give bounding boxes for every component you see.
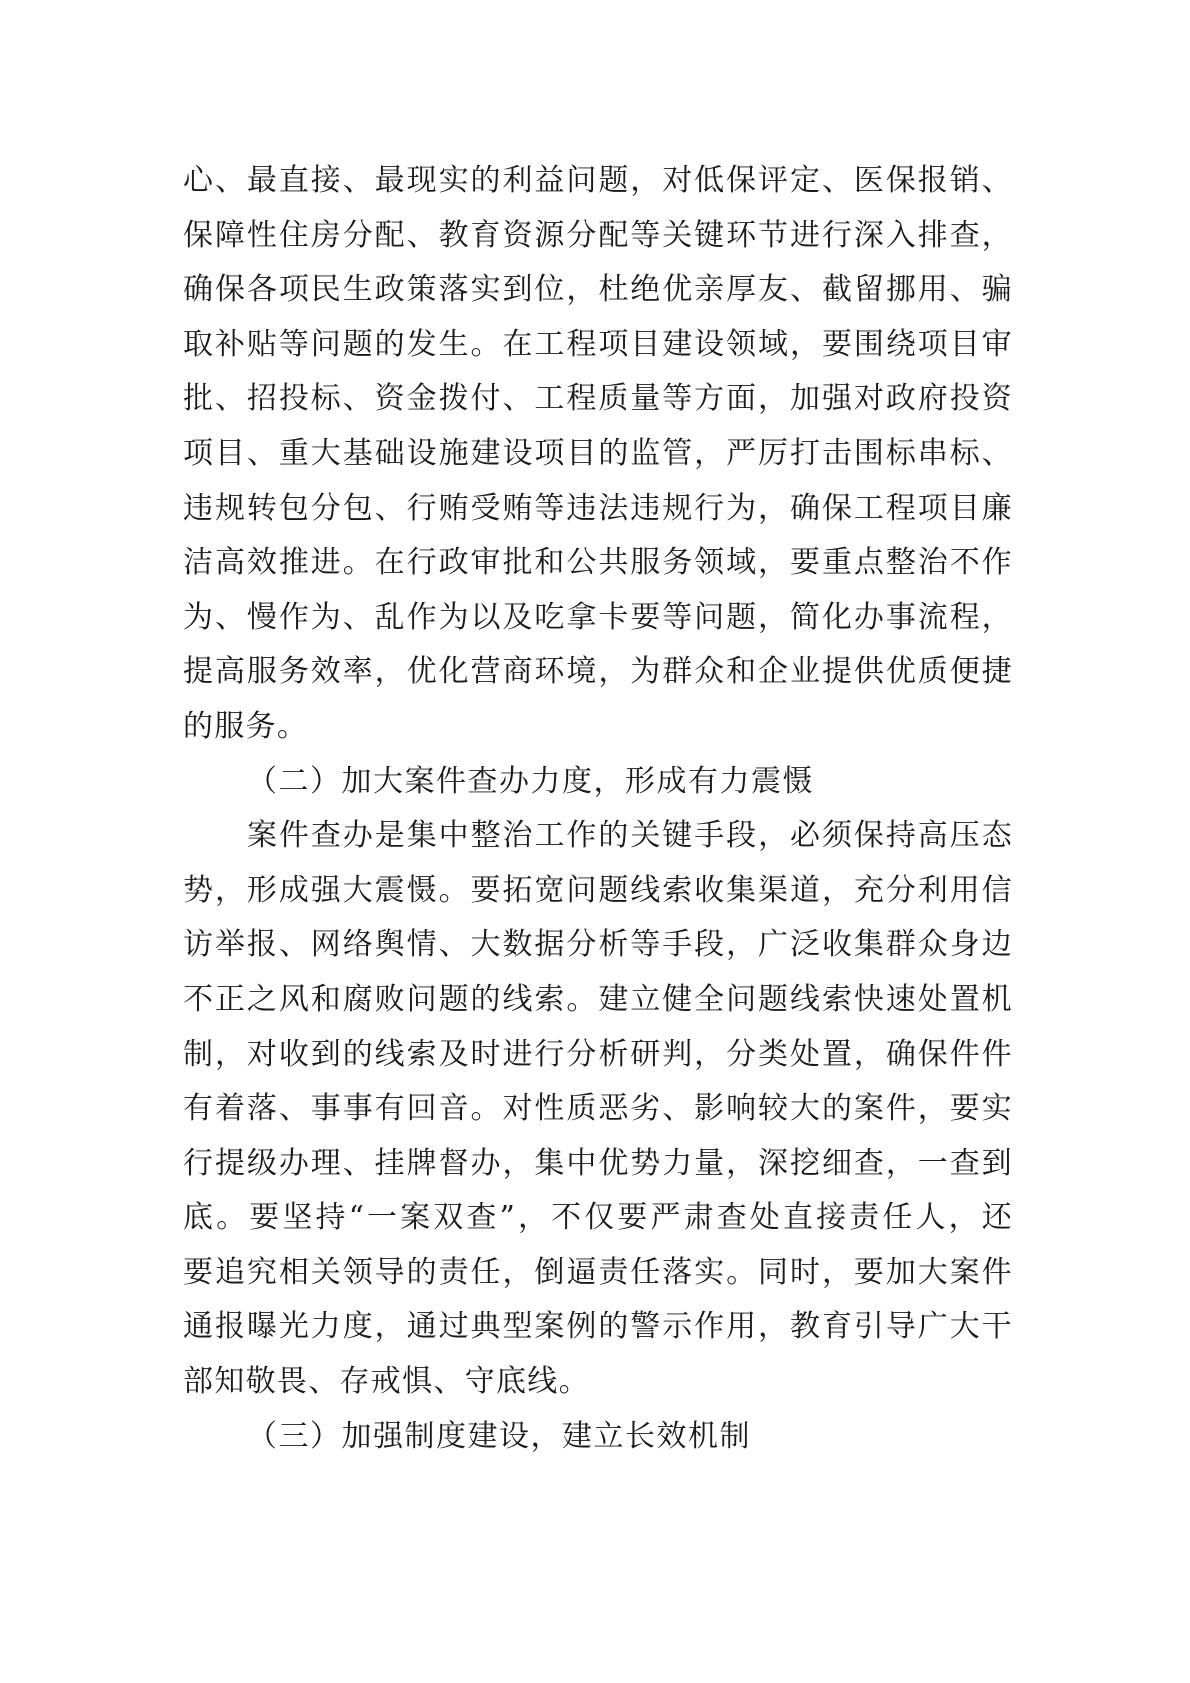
section-heading-3: （三）加强制度建设，建立长效机制	[247, 1418, 751, 1454]
document-body	[183, 154, 1013, 1464]
text-line: 的服务。	[183, 708, 309, 744]
text-line: 通报曝光力度，通过典型案例的警示作用，教育引导广大干	[183, 1309, 1013, 1345]
text-line: 为、慢作为、乱作为以及吃拿卡要等问题，简化办事流程，	[183, 599, 1013, 635]
text-line: 不正之风和腐败问题的线索。建立健全问题线索快速处置机	[183, 981, 1013, 1017]
text-line: 有着落、事事有回音。对性质恶劣、影响较大的案件，要实	[183, 1091, 1013, 1127]
text-line: 部知敬畏、存戒惧、守底线。	[183, 1364, 590, 1400]
section-heading-2: （二）加大案件查办力度，形成有力震慑	[247, 763, 814, 799]
text-line: 制，对收到的线索及时进行分析研判，分类处置，确保件件	[183, 1036, 1013, 1072]
text-line: 洁高效推进。在行政审批和公共服务领域，要重点整治不作	[183, 545, 1013, 581]
text-line: 底。要坚持“一案双查”，不仅要严肃查处直接责任人，还	[183, 1200, 1013, 1236]
text-line: 心、最直接、最现实的利益问题，对低保评定、医保报销、	[183, 163, 1013, 198]
text-line: 提高服务效率，优化营商环境，为群众和企业提供优质便捷	[183, 654, 1013, 690]
text-line: 违规转包分包、行贿受贿等违法违规行为，确保工程项目廉	[183, 490, 1013, 526]
text-line: 访举报、网络舆情、大数据分析等手段，广泛收集群众身边	[183, 927, 1013, 963]
text-line: 案件查办是集中整治工作的关键手段，必须保持高压态	[247, 818, 1013, 854]
paragraph-case-handling	[183, 809, 1013, 1410]
text-line: 确保各项民生政策落实到位，杜绝优亲厚友、截留挪用、骗	[183, 272, 1013, 308]
text-line: 批、招投标、资金拨付、工程质量等方面，加强对政府投资	[183, 381, 1013, 417]
text-line: 势，形成强大震慑。要拓宽问题线索收集渠道，充分利用信	[183, 872, 1013, 908]
paragraph-continued	[183, 154, 1013, 755]
text-line: 保障性住房分配、教育资源分配等关键环节进行深入排查，	[183, 217, 1013, 253]
text-line: 行提级办理、挂牌督办，集中优势力量，深挖细查，一查到	[183, 1145, 1013, 1181]
text-line: 要追究相关领导的责任，倒逼责任落实。同时，要加大案件	[183, 1254, 1013, 1290]
text-line: 取补贴等问题的发生。在工程项目建设领域，要围绕项目审	[183, 326, 1013, 362]
text-line: 项目、重大基础设施建设项目的监管，严厉打击围标串标、	[183, 435, 1013, 471]
